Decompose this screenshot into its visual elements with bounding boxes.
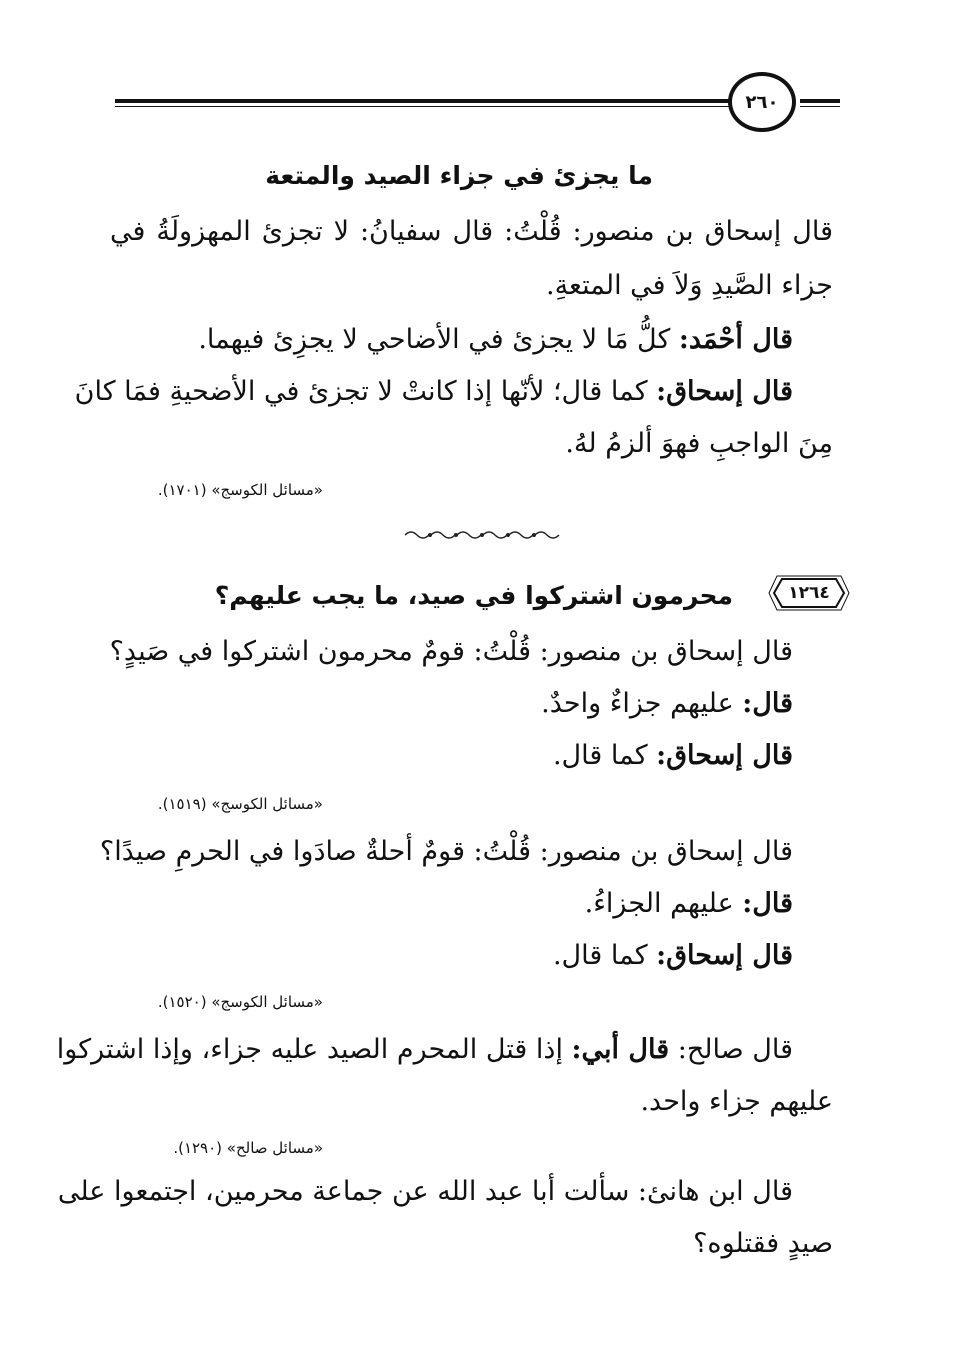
text-line xyxy=(110,884,793,924)
speaker-name: قال: xyxy=(742,888,793,919)
text-line xyxy=(110,684,793,724)
text-line xyxy=(110,736,793,776)
text-line: قال إسحاق بن منصور: قُلْتُ: قومٌ محرمون اشتركوا في صَيدٍ؟ xyxy=(109,636,793,667)
text-line: مِنَ الواجبِ فهوَ ألزمُ لهُ. xyxy=(565,428,833,459)
speech-text: إذا قتل المحرم الصيد عليه جزاء، وإذا اشتركوا xyxy=(56,1034,572,1065)
section-title: ما يجزئ في جزاء الصيد والمتعة xyxy=(265,161,653,190)
speaker-name: قال أبي: xyxy=(571,1034,670,1065)
section-title: محرمون اشتركوا في صيد، ما يجب عليهم؟ xyxy=(214,581,733,610)
citation: «مسائل الكوسج» (١٧٠١). xyxy=(157,481,323,499)
speaker-name: قال إسحاق: xyxy=(656,940,793,971)
speaker-name: قال إسحاق: xyxy=(656,376,793,407)
text-line xyxy=(110,936,793,976)
speech-text: كما قال؛ لأنّها إذا كانتْ لا تجزئ في الأضحيةِ فمَا كانَ xyxy=(74,376,657,407)
speaker-name: قال إسحاق: xyxy=(656,740,793,771)
speech-text: كما قال. xyxy=(552,740,657,771)
citation: «مسائل صالح» (١٢٩٠). xyxy=(173,1139,323,1157)
text-line: قال ابن هانئ: سألت أبا عبد الله عن جماعة محرمين، اجتمعوا على xyxy=(57,1176,793,1207)
speech-text: قال صالح: xyxy=(669,1034,793,1065)
text-line: قال إسحاق بن منصور: قُلْتُ: قال سفيانُ: لا تجزئ المهزولَةُ في xyxy=(110,216,833,247)
speech-text: كما قال. xyxy=(552,940,657,971)
header-rule-thin xyxy=(115,106,730,107)
text-line: صيدٍ فقتلوه؟ xyxy=(693,1228,833,1259)
speech-text: كلُّ مَا لا يجزئ في الأضاحي لا يجزِئ فيهما. xyxy=(198,324,679,355)
entry-number: ١٢٦٤ xyxy=(788,583,830,603)
citation: «مسائل الكوسج» (١٥٢٠). xyxy=(157,993,323,1011)
page-number: ٢٦٠ xyxy=(728,72,796,132)
header-rule-right-thin xyxy=(800,106,840,107)
header-rule xyxy=(115,99,730,103)
ornament-divider-icon xyxy=(400,528,560,542)
text-line: عليهم جزاء واحد. xyxy=(640,1086,833,1117)
text-line xyxy=(56,1030,793,1070)
entry-number-badge xyxy=(768,573,850,613)
speech-text: عليهم جزاءٌ واحدٌ. xyxy=(541,688,743,719)
text-line xyxy=(110,320,793,360)
text-line: قال إسحاق بن منصور: قُلْتُ: قومٌ أحلةٌ صادَوا في الحرمِ صيدًا؟ xyxy=(99,836,793,867)
header-rule-right xyxy=(800,99,840,103)
speaker-name: قال أحْمَد: xyxy=(678,324,793,355)
speaker-name: قال: xyxy=(742,688,793,719)
citation: «مسائل الكوسج» (١٥١٩). xyxy=(157,795,323,813)
speech-text: عليهم الجزاءُ. xyxy=(584,888,743,919)
text-line: جزاء الصَّيدِ وَلاَ في المتعةِ. xyxy=(546,270,833,301)
text-line xyxy=(74,372,793,412)
